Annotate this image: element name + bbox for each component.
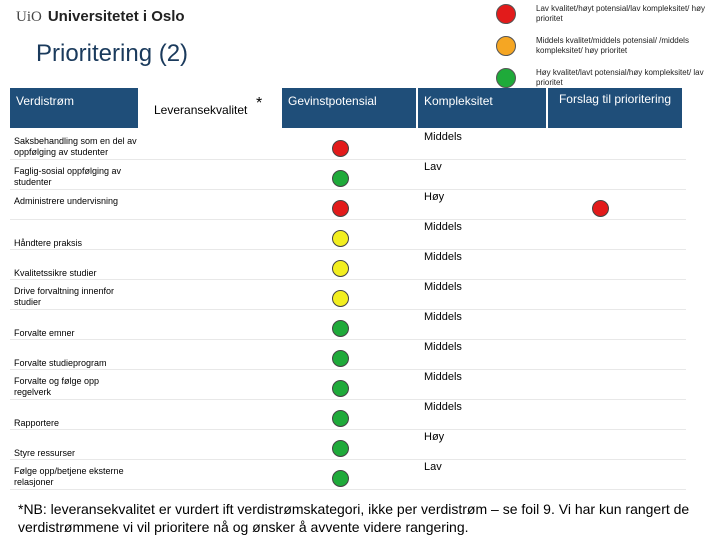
quality-indicator-dot [332, 170, 349, 187]
header-kompleksitet [418, 88, 546, 128]
row-divider [10, 279, 686, 280]
value-stream-name: Kvalitetssikre studier [14, 268, 97, 278]
header-leveransekvalitet [150, 91, 280, 127]
value-stream-name: Forvalte og følge opp regelverk [14, 376, 100, 397]
header-verdistrom-label: Verdistrøm [16, 94, 75, 108]
kompleksitet-value: Middels [424, 131, 462, 143]
asterisk-mark: * [256, 95, 263, 112]
row-divider [10, 189, 686, 190]
row-divider [10, 489, 686, 490]
kompleksitet-value: Middels [424, 401, 462, 413]
row-divider [10, 339, 686, 340]
quality-indicator-dot [332, 380, 349, 397]
kompleksitet-value: Middels [424, 311, 462, 323]
footnote: *NB: leveransekvalitet er vurdert ift verdistrømskategori, ikke per verdistrøm – se foil 9. Vi har kun rangert de verdistrømmene vi vil prioritere nå og ønsker å avvente videre rangering. [18, 501, 690, 535]
quality-indicator-dot [332, 260, 349, 277]
legend-item [496, 68, 720, 90]
kompleksitet-value: Middels [424, 251, 462, 263]
quality-indicator-dot [332, 440, 349, 457]
legend-text: Middels kvalitet/middels potensial/ /middels kompleksitet/ høy prioritet [536, 36, 689, 55]
header-leveransekvalitet-label: Leveransekvalitet [154, 103, 248, 117]
row-divider [10, 309, 686, 310]
value-stream-name: Drive forvaltning innenfor studier [14, 286, 115, 307]
kompleksitet-value: Middels [424, 281, 462, 293]
logo-text: Universitetet i Oslo [47, 8, 185, 25]
kompleksitet-value: Høy [424, 431, 445, 443]
priority-indicator-dot [592, 200, 609, 217]
header-forslag [548, 88, 682, 128]
kompleksitet-value: Middels [424, 221, 462, 233]
row-divider [10, 219, 686, 220]
value-stream-name: Forvalte emner [14, 328, 75, 338]
page-title: Prioritering (2) [36, 40, 189, 67]
quality-indicator-dot [332, 140, 349, 157]
quality-indicator-dot [332, 470, 349, 487]
row-divider [10, 369, 686, 370]
row-divider [10, 459, 686, 460]
legend-color-dot [496, 36, 516, 56]
kompleksitet-value: Middels [424, 371, 462, 383]
row-divider [10, 399, 686, 400]
quality-indicator-dot [332, 200, 349, 217]
legend-color-dot [496, 4, 516, 24]
value-stream-name: Styre ressurser [14, 448, 76, 458]
kompleksitet-value: Høy [424, 191, 445, 203]
value-stream-name: Håndtere praksis [14, 238, 83, 248]
row-divider [10, 249, 686, 250]
legend-text: Høy kvalitet/lavt potensial/høy kompleksitet/ lav prioritet [536, 68, 704, 87]
quality-indicator-dot [332, 230, 349, 247]
legend-item [496, 4, 720, 26]
quality-indicator-dot [332, 290, 349, 307]
legend-text: Lav kvalitet/høyt potensial/lav kompleksitet/ høy prioritet [536, 4, 705, 23]
kompleksitet-value: Lav [424, 161, 442, 173]
value-stream-name: Rapportere [14, 418, 60, 428]
quality-indicator-dot [332, 410, 349, 427]
legend-item [496, 36, 720, 58]
kompleksitet-value: Middels [424, 341, 462, 353]
value-stream-name: Administrere undervisning [14, 196, 119, 206]
row-divider [10, 159, 686, 160]
quality-indicator-dot [332, 350, 349, 367]
row-divider [10, 429, 686, 430]
header-gevinstpotensial [282, 88, 416, 128]
value-stream-name: Følge opp/betjene eksterne relasjoner [14, 466, 124, 487]
quality-indicator-dot [332, 320, 349, 337]
value-stream-name: Faglig-sosial oppfølging av studenter [14, 166, 122, 187]
header-gevinstpotensial-label: Gevinstpotensial [288, 94, 377, 108]
uio-logo [16, 8, 185, 26]
legend-color-dot [496, 68, 516, 88]
kompleksitet-value: Lav [424, 461, 442, 473]
header-kompleksitet-label: Kompleksitet [424, 94, 493, 108]
header-verdistrom [10, 88, 138, 128]
header-forslag-label: Forslag til prioritering [558, 92, 672, 106]
logo-mark: UiO [16, 9, 42, 25]
value-stream-name: Saksbehandling som en del av oppfølging av studenter [14, 136, 137, 157]
value-stream-name: Forvalte studieprogram [14, 358, 107, 368]
